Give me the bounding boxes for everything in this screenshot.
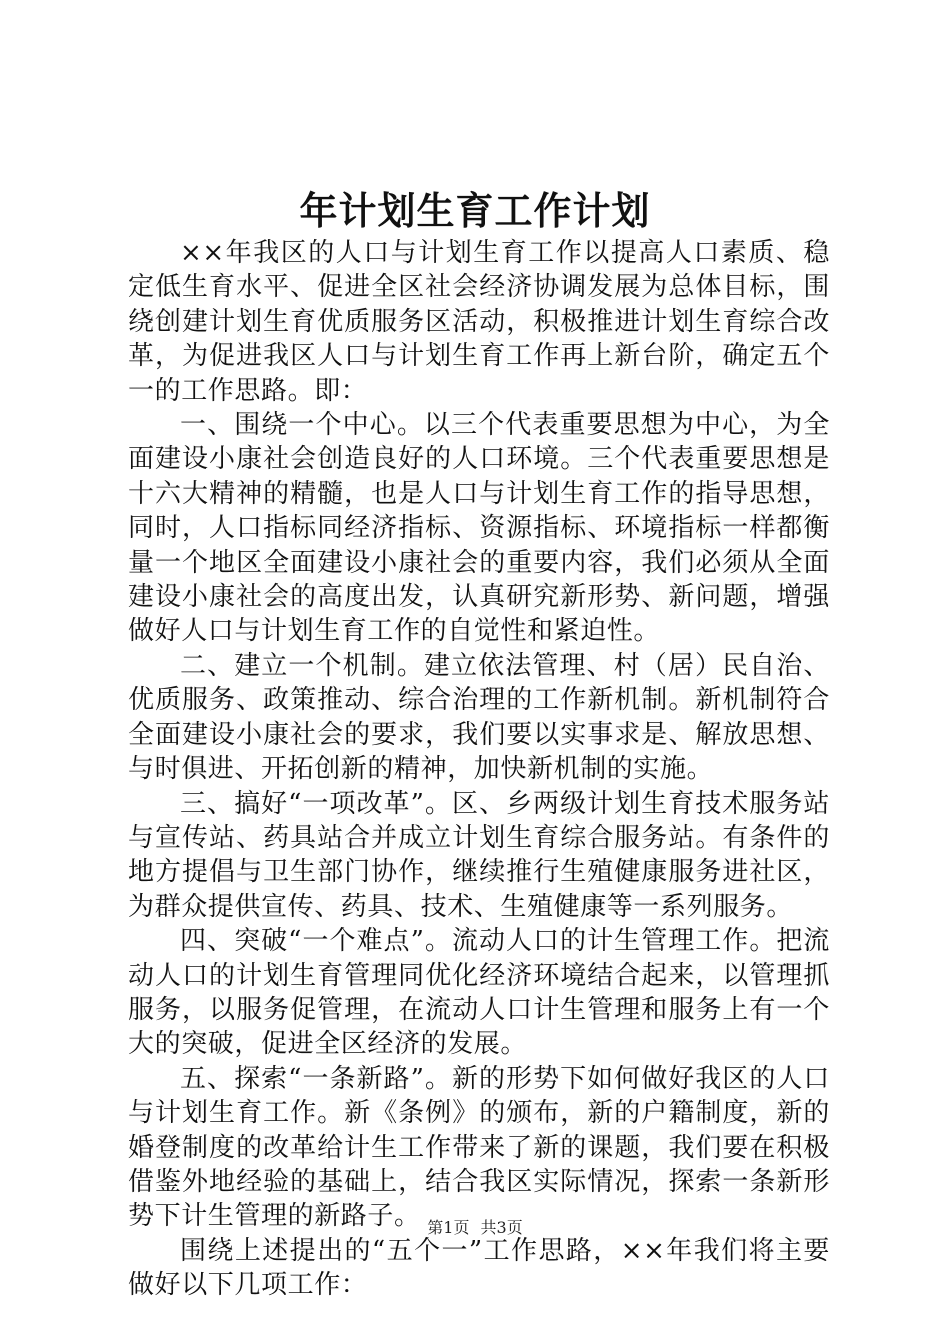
paragraph-item-1: 一、围绕一个中心。以三个代表重要思想为中心，为全面建设小康社会创造良好的人口环境。三个代表重要思想是十六大精神的精髓，也是人口与计划生育工作的指导思想，同时，人口指标同经济指标、资源指标、环境指标一样都衡量一个地区全面建设小康社会的重要内容，我们必须从全面建设小康社会的高度出发，认真研究新形势、新问题，增强做好人口与计划生育工作的自觉性和紧迫性。 [128,410,830,647]
page-footer [0,1217,950,1239]
document-title: 年计划生育工作计划 [299,188,651,233]
paragraph-item-4: 四、突破“一个难点”。流动人口的计生管理工作。把流动人口的计划生育管理同优化经济环境结合起来，以管理抓服务，以服务促管理，在流动人口计生管理和服务上有一个大的突破，促进全区经济的发展。 [128,926,830,1060]
document-body [128,236,830,1303]
paragraph-intro: ××年我区的人口与计划生育工作以提高人口素质、稳定低生育水平、促进全区社会经济协调发展为总体目标，围绕创建计划生育优质服务区活动，积极推进计划生育综合改革，为促进我区人口与计划生育工作再上新台阶，确定五个一的工作思路。即： [128,238,830,406]
paragraph-item-2: 二、建立一个机制。建立依法管理、村（居）民自治、优质服务、政策推动、综合治理的工作新机制。新机制符合全面建设小康社会的要求，我们要以实事求是、解放思想、与时俱进、开拓创新的精神，加快新机制的实施。 [128,650,830,785]
paragraph-item-5: 五、探索“一条新路”。新的形势下如何做好我区的人口与计划生育工作。新《条例》的颁布，新的户籍制度，新的婚登制度的改革给计生工作带来了新的课题，我们要在积极借鉴外地经验的基础上，结合我区实际情况，探索一条新形势下计生管理的新路子。 [128,1063,830,1232]
paragraph-summary: 围绕上述提出的“五个一”工作思路，××年我们将主要做好以下几项工作： [128,1235,830,1301]
paragraph-item-3: 三、搞好“一项改革”。区、乡两级计划生育技术服务站与宣传站、药具站合并成立计划生育综合服务站。有条件的地方提倡与卫生部门协作，继续推行生殖健康服务进社区，为群众提供宣传、药具、技术、生殖健康等一系列服务。 [128,788,830,922]
page-number: 第1页 [427,1218,470,1237]
page-total: 共3页 [480,1218,523,1237]
